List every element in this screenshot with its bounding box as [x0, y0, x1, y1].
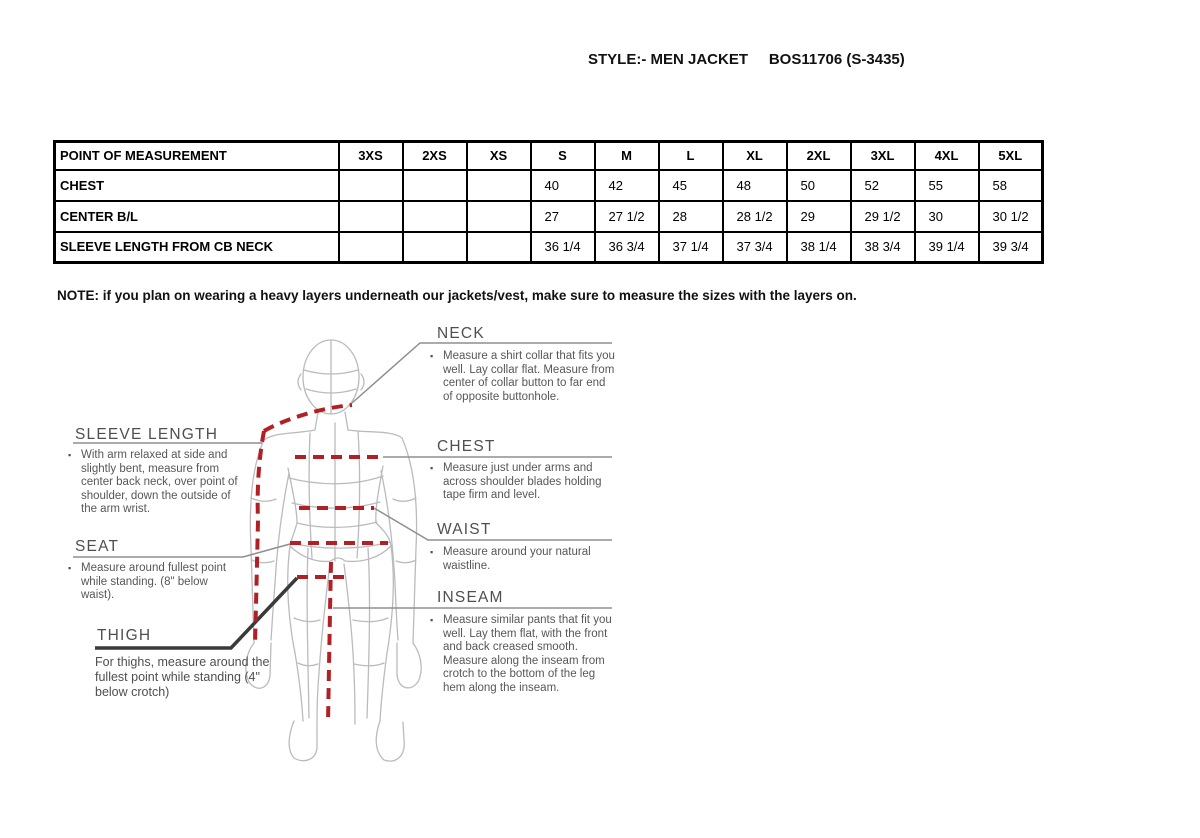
column-header-size: M	[595, 142, 659, 170]
seat-heading: SEAT	[75, 538, 120, 555]
neck-heading: NECK	[437, 325, 485, 342]
chest-description-text: Measure just under arms and across shoulder blades holding tape firm and level.	[443, 462, 602, 501]
size-chart-table	[53, 140, 1044, 264]
bullet-square-icon: ▪	[430, 463, 434, 473]
column-header-size: S	[531, 142, 595, 170]
column-header-size: L	[659, 142, 723, 170]
measurement-cell: 37 1/4	[659, 232, 723, 263]
column-header-point-of-measurement: POINT OF MEASUREMENT	[55, 142, 339, 170]
measurement-cell: 27	[531, 201, 595, 232]
collar-measure-line	[264, 405, 352, 431]
measurement-cell	[339, 232, 403, 263]
sleeve-length-description-text: With arm relaxed at side and slightly bent, measure from center back neck, over point of shoulder, down the outside of the arm wrist.	[81, 449, 238, 515]
column-header-size: 5XL	[979, 142, 1043, 170]
measurement-cell: 30 1/2	[979, 201, 1043, 232]
row-label: CENTER B/L	[55, 201, 339, 232]
inseam-description-text: Measure similar pants that fit you well. Lay them flat, with the front and back creased smooth. Measure along the inseam from crotch to the bottom of the leg hem along the inseam.	[443, 614, 612, 694]
table-header-row	[55, 142, 1043, 170]
table-row	[55, 170, 1043, 201]
bullet-square-icon: ▪	[430, 615, 434, 625]
column-header-size: 2XS	[403, 142, 467, 170]
row-label: SLEEVE LENGTH FROM CB NECK	[55, 232, 339, 263]
measurement-cell	[467, 232, 531, 263]
bullet-square-icon: ▪	[430, 547, 434, 557]
measurement-cell: 39 3/4	[979, 232, 1043, 263]
measurement-cell	[467, 201, 531, 232]
waist-connector-line	[374, 508, 612, 540]
column-header-size: 4XL	[915, 142, 979, 170]
inseam-description	[430, 614, 620, 695]
waist-heading: WAIST	[437, 521, 492, 538]
sleeve-length-description	[68, 449, 246, 517]
thigh-description	[95, 655, 270, 700]
measurement-cell: 36 3/4	[595, 232, 659, 263]
inseam-measure-line	[328, 562, 331, 723]
inseam-heading: INSEAM	[437, 589, 504, 606]
measurement-cell: 30	[915, 201, 979, 232]
waist-description	[430, 546, 615, 573]
neck-description-text: Measure a shirt collar that fits you well. Lay collar flat. Measure from center of collar button to far end of opposite buttonhole.	[443, 350, 615, 403]
measurement-cell: 38 1/4	[787, 232, 851, 263]
measurement-cell	[339, 170, 403, 201]
chest-heading: CHEST	[437, 438, 496, 455]
measurement-cell: 27 1/2	[595, 201, 659, 232]
bullet-square-icon: ▪	[68, 563, 72, 573]
measurement-cell: 48	[723, 170, 787, 201]
bullet-square-icon: ▪	[430, 351, 434, 361]
measurement-cell: 29 1/2	[851, 201, 915, 232]
thigh-heading: THIGH	[97, 627, 152, 644]
measurement-cell	[403, 201, 467, 232]
measurement-guide-diagram	[0, 318, 1200, 788]
measurement-cell: 29	[787, 201, 851, 232]
column-header-size: XS	[467, 142, 531, 170]
seat-description	[68, 562, 238, 603]
sleeve-length-heading: SLEEVE LENGTH	[75, 426, 219, 443]
column-header-size: XL	[723, 142, 787, 170]
row-label: CHEST	[55, 170, 339, 201]
measurement-cell	[403, 232, 467, 263]
note-text: NOTE: if you plan on wearing a heavy layers underneath our jackets/vest, make sure to measure the sizes with the layers on.	[57, 288, 857, 303]
measurement-cell: 28	[659, 201, 723, 232]
measurement-cell: 39 1/4	[915, 232, 979, 263]
measurement-cell: 37 3/4	[723, 232, 787, 263]
measurement-cell: 28 1/2	[723, 201, 787, 232]
table-row	[55, 232, 1043, 263]
column-header-size: 2XL	[787, 142, 851, 170]
measurement-cell: 50	[787, 170, 851, 201]
column-header-size: 3XS	[339, 142, 403, 170]
measurement-cell	[467, 170, 531, 201]
column-header-size: 3XL	[851, 142, 915, 170]
measurement-cell: 58	[979, 170, 1043, 201]
chest-description	[430, 462, 615, 503]
measurement-cell: 40	[531, 170, 595, 201]
document-title: STYLE:- MEN JACKET BOS11706 (S-3435)	[588, 51, 905, 68]
figure-wireframe	[246, 340, 421, 761]
measurement-cell	[403, 170, 467, 201]
seat-description-text: Measure around fullest point while standing. (8" below waist).	[81, 562, 227, 601]
measurement-cell: 55	[915, 170, 979, 201]
measurement-cell	[339, 201, 403, 232]
neck-description	[430, 350, 615, 404]
waist-description-text: Measure around your natural waistline.	[443, 546, 591, 572]
measurement-cell: 42	[595, 170, 659, 201]
table-row	[55, 201, 1043, 232]
measurement-cell: 36 1/4	[531, 232, 595, 263]
thigh-description-text: For thighs, measure around the fullest point while standing (4" below crotch)	[95, 655, 270, 699]
bullet-square-icon: ▪	[68, 450, 72, 460]
measurement-cell: 52	[851, 170, 915, 201]
measurement-cell: 45	[659, 170, 723, 201]
measurement-cell: 38 3/4	[851, 232, 915, 263]
